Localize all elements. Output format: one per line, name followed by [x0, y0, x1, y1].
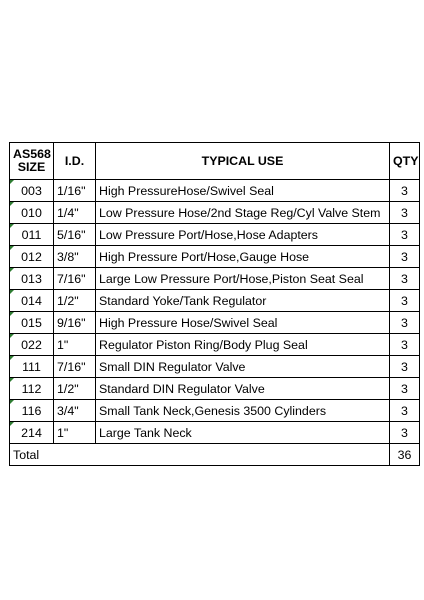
- cell-qty: 3: [390, 378, 420, 400]
- table-row: [10, 268, 420, 290]
- cell-qty: 3: [390, 246, 420, 268]
- table-row: [10, 312, 420, 334]
- cell-qty: 3: [390, 290, 420, 312]
- cell-id: 1": [54, 334, 96, 356]
- header-size: [10, 143, 54, 180]
- total-label: Total: [10, 444, 390, 466]
- cell-use: Low Pressure Port/Hose,Hose Adapters: [96, 224, 390, 246]
- header-qty: QTY: [390, 143, 420, 180]
- table-row: [10, 290, 420, 312]
- cell-id: 1/4": [54, 202, 96, 224]
- cell-use: Low Pressure Hose/2nd Stage Reg/Cyl Valve Stem: [96, 202, 390, 224]
- cell-use: High PressureHose/Swivel Seal: [96, 180, 390, 202]
- cell-size: 214: [10, 422, 54, 444]
- cell-id: 5/16": [54, 224, 96, 246]
- table-row: [10, 400, 420, 422]
- cell-use: Standard DIN Regulator Valve: [96, 378, 390, 400]
- header-row: [10, 143, 420, 180]
- table-row: [10, 180, 420, 202]
- cell-id: 1/16": [54, 180, 96, 202]
- header-typical-use: TYPICAL USE: [96, 143, 390, 180]
- cell-id: 1": [54, 422, 96, 444]
- cell-use: Small DIN Regulator Valve: [96, 356, 390, 378]
- table-row: [10, 202, 420, 224]
- cell-id: 1/2": [54, 290, 96, 312]
- cell-use: High Pressure Hose/Swivel Seal: [96, 312, 390, 334]
- cell-size: 003: [10, 180, 54, 202]
- cell-use: Small Tank Neck,Genesis 3500 Cylinders: [96, 400, 390, 422]
- cell-qty: 3: [390, 422, 420, 444]
- table-row: [10, 246, 420, 268]
- cell-size: 022: [10, 334, 54, 356]
- cell-size: 015: [10, 312, 54, 334]
- cell-use: Large Tank Neck: [96, 422, 390, 444]
- table-row: [10, 224, 420, 246]
- total-row: [10, 444, 420, 466]
- cell-id: 7/16": [54, 268, 96, 290]
- cell-id: 3/8": [54, 246, 96, 268]
- cell-qty: 3: [390, 356, 420, 378]
- cell-size: 116: [10, 400, 54, 422]
- cell-id: 3/4": [54, 400, 96, 422]
- cell-size: 011: [10, 224, 54, 246]
- o-ring-spec-table: [9, 142, 420, 466]
- table-row: [10, 334, 420, 356]
- cell-qty: 3: [390, 224, 420, 246]
- cell-qty: 3: [390, 180, 420, 202]
- cell-use: Large Low Pressure Port/Hose,Piston Seat Seal: [96, 268, 390, 290]
- cell-qty: 3: [390, 312, 420, 334]
- cell-use: Regulator Piston Ring/Body Plug Seal: [96, 334, 390, 356]
- cell-size: 013: [10, 268, 54, 290]
- cell-id: 9/16": [54, 312, 96, 334]
- cell-size: 012: [10, 246, 54, 268]
- header-id: I.D.: [54, 143, 96, 180]
- cell-size: 014: [10, 290, 54, 312]
- cell-size: 112: [10, 378, 54, 400]
- header-size-line1: AS568: [13, 147, 51, 161]
- cell-use: High Pressure Port/Hose,Gauge Hose: [96, 246, 390, 268]
- cell-id: 1/2": [54, 378, 96, 400]
- cell-size: 010: [10, 202, 54, 224]
- table-row: [10, 378, 420, 400]
- header-size-line2: SIZE: [17, 160, 46, 174]
- cell-use: Standard Yoke/Tank Regulator: [96, 290, 390, 312]
- table-row: [10, 422, 420, 444]
- cell-id: 7/16": [54, 356, 96, 378]
- cell-size: 111: [10, 356, 54, 378]
- cell-qty: 3: [390, 202, 420, 224]
- table-row: [10, 356, 420, 378]
- cell-qty: 3: [390, 400, 420, 422]
- total-value: 36: [390, 444, 420, 466]
- cell-qty: 3: [390, 334, 420, 356]
- cell-qty: 3: [390, 268, 420, 290]
